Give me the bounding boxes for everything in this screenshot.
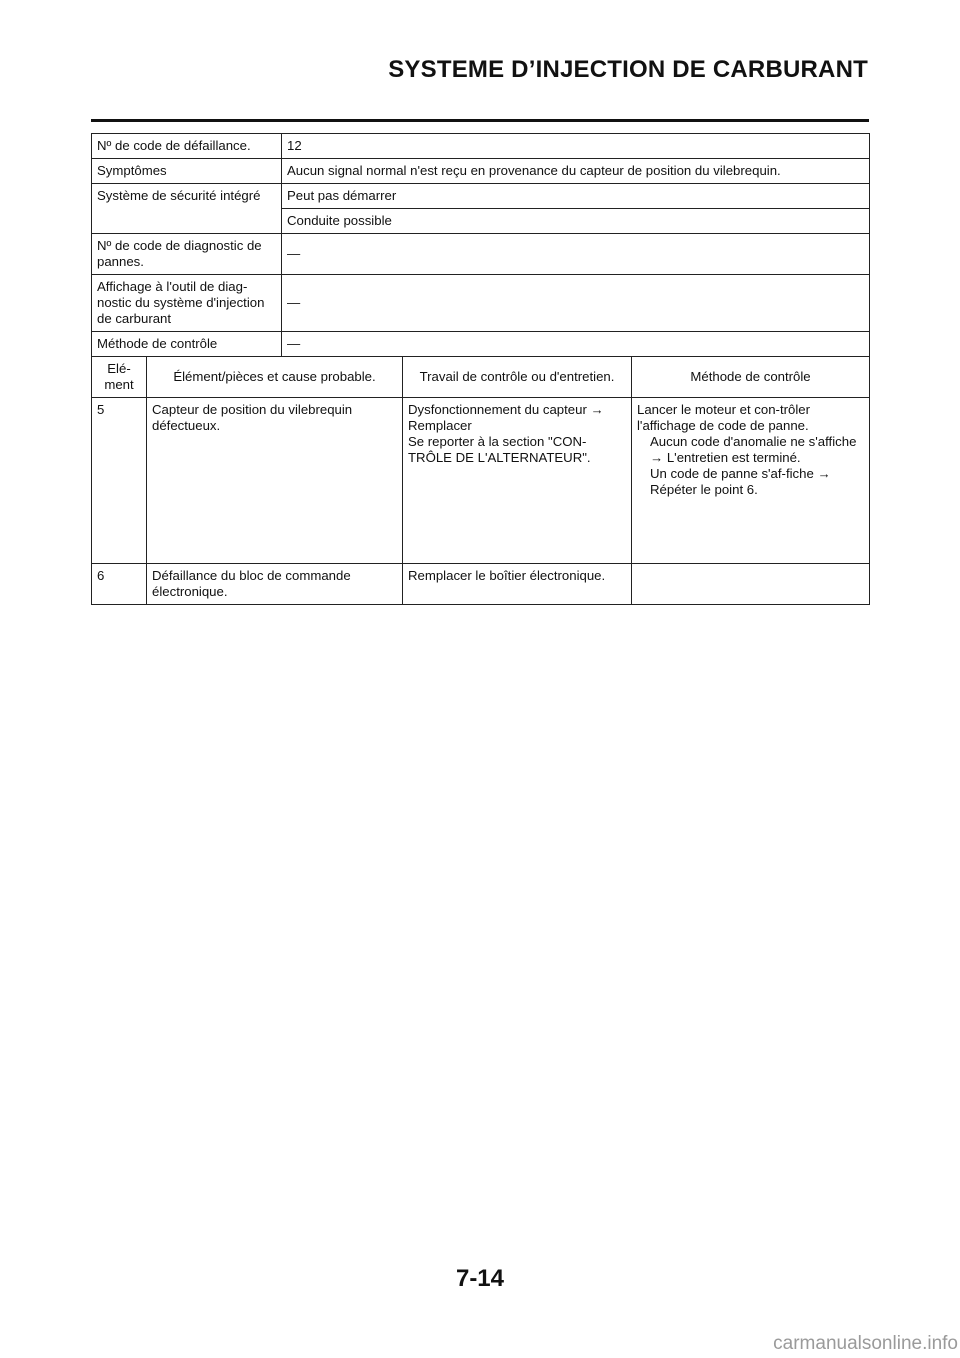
method-step-start: Lancer le moteur et con-trôler l'affichage de code de panne. — [637, 402, 810, 433]
fault-code-table — [91, 133, 870, 605]
method-step-no-code: Aucun code d'anomalie ne s'affiche → L'entretien est terminé. — [650, 434, 857, 465]
row-cause: Capteur de position du vilebrequin défectueux. — [147, 398, 403, 564]
row-item-number: 5 — [92, 398, 147, 564]
column-header-method: Méthode de contrôle — [632, 357, 870, 398]
watermark: carmanualsonline.info — [773, 1333, 958, 1354]
method-value: — — [282, 332, 870, 357]
table-row — [92, 184, 870, 209]
table-row — [92, 275, 870, 332]
symptoms-value: Aucun signal normal n'est reçu en provenance du capteur de position du vilebrequin. — [282, 159, 870, 184]
row-work — [403, 398, 632, 564]
diag-value: — — [282, 234, 870, 275]
table-row — [92, 332, 870, 357]
failsafe-value-start: Peut pas démarrer — [282, 184, 870, 209]
work-step-replace: Dysfonctionnement du capteur → Remplacer — [408, 402, 604, 433]
page-title: SYSTEME D’INJECTION DE CARBURANT — [388, 56, 868, 83]
row-method — [632, 398, 870, 564]
code-value: 12 — [282, 134, 870, 159]
column-header-work: Travail de contrôle ou d'entretien. — [403, 357, 632, 398]
row-cause: Défaillance du bloc de commande électronique. — [147, 564, 403, 605]
table-row — [92, 398, 870, 564]
row-item-number: 6 — [92, 564, 147, 605]
page-number: 7-14 — [455, 1265, 505, 1292]
method-label: Méthode de contrôle — [92, 332, 282, 357]
symptoms-label: Symptômes — [92, 159, 282, 184]
column-header-cause: Élément/pièces et cause probable. — [147, 357, 403, 398]
display-value: — — [282, 275, 870, 332]
table-header-row — [92, 357, 870, 398]
table-row — [92, 564, 870, 605]
diag-label: Nº de code de diagnostic de pannes. — [92, 234, 282, 275]
table-row — [92, 134, 870, 159]
failsafe-value-drive: Conduite possible — [282, 209, 870, 234]
title-rule — [91, 119, 869, 122]
failsafe-label: Système de sécurité intégré — [92, 184, 282, 234]
row-method — [632, 564, 870, 605]
code-label: Nº de code de défaillance. — [92, 134, 282, 159]
column-header-item: Elé-ment — [92, 357, 147, 398]
method-step-code: Un code de panne s'af-fiche → Répéter le point 6. — [650, 466, 831, 497]
table-row — [92, 159, 870, 184]
display-label: Affichage à l'outil de diag-nostic du système d'injection de carburant — [92, 275, 282, 332]
table-row — [92, 234, 870, 275]
work-step-reference: Se reporter à la section "CON-TRÔLE DE L'ALTERNATEUR". — [408, 434, 591, 465]
row-work: Remplacer le boîtier électronique. — [403, 564, 632, 605]
